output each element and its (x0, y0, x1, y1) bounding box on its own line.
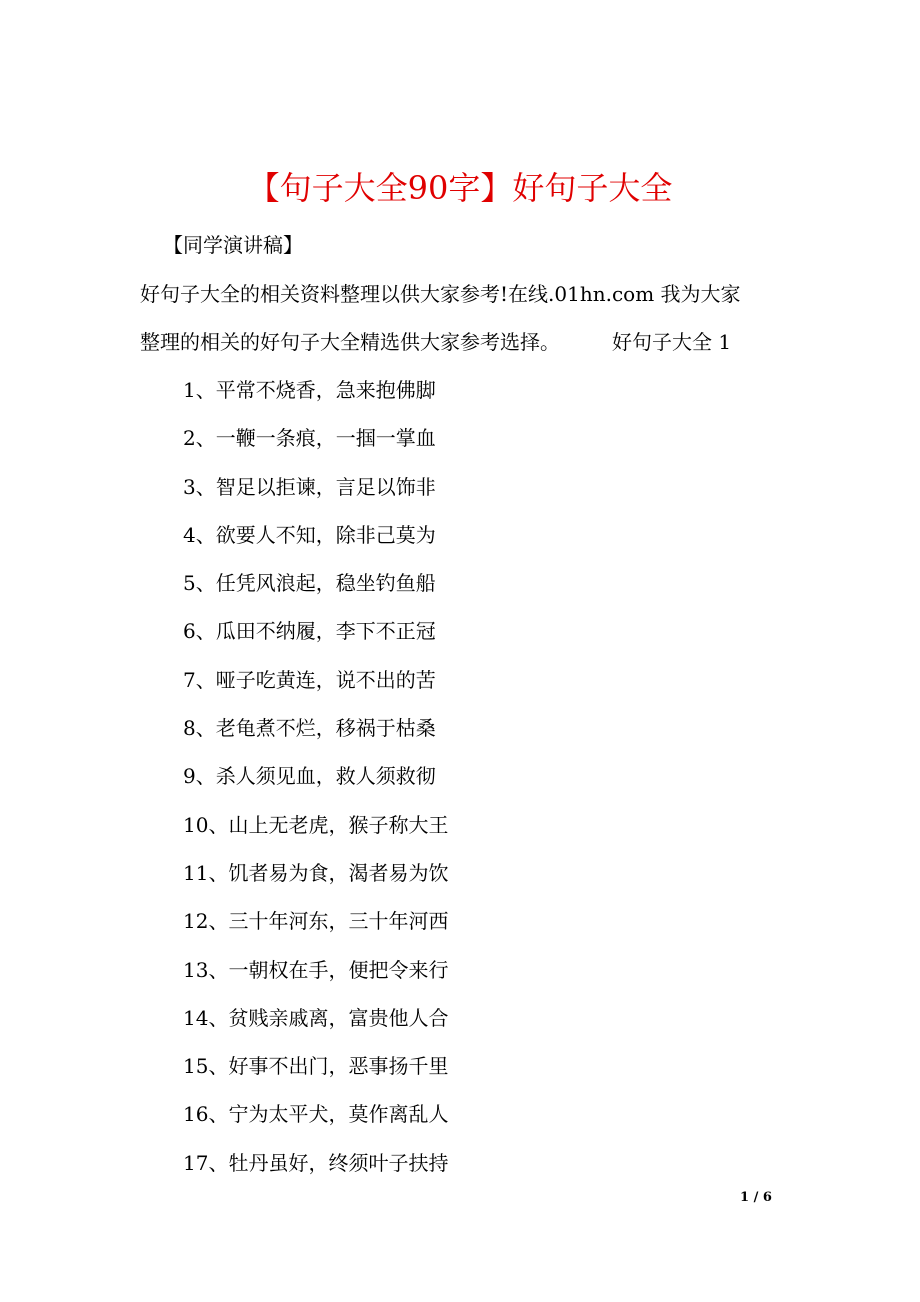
category-label: 【同学演讲稿】 (163, 233, 303, 257)
list-item: 9、杀人须见血，救人须救彻 (183, 764, 436, 789)
list-item: 5、任凭风浪起，稳坐钓鱼船 (183, 571, 436, 596)
section-heading: 好句子大全 1 (612, 330, 732, 354)
document-title: 【句子大全90字】好句子大全 (247, 169, 673, 208)
page-number: 1 / 6 (740, 1190, 772, 1205)
list-item: 3、智足以拒谏，言足以饰非 (183, 474, 436, 499)
list-item: 6、瓜田不纳履，李下不正冠 (183, 619, 436, 644)
list-item: 1、平常不烧香，急来抱佛脚 (183, 378, 436, 402)
sentence-list (183, 378, 448, 1199)
intro-line-2 (140, 330, 731, 354)
list-item: 10、山上无老虎，猴子称大王 (183, 812, 449, 837)
list-item: 4、欲要人不知，除非己莫为 (183, 522, 436, 547)
list-item: 14、贫贱亲戚离，富贵他人合 (183, 1005, 449, 1030)
list-item: 15、好事不出门，恶事扬千里 (183, 1054, 449, 1079)
list-item: 16、宁为太平犬，莫作离乱人 (183, 1102, 449, 1127)
list-item: 13、一朝权在手，便把令来行 (183, 957, 449, 982)
list-item: 12、三十年河东，三十年河西 (183, 909, 449, 934)
list-item: 7、哑子吃黄连，说不出的苦 (183, 667, 436, 692)
list-item: 2、一鞭一条痕，一掴一掌血 (183, 426, 436, 451)
list-item: 11、饥者易为食，渴者易为饮 (183, 860, 449, 885)
list-item: 17、牡丹虽好，终须叶子扶持 (183, 1150, 449, 1175)
intro-line-1: 好句子大全的相关资料整理以供大家参考!在线.01hn.com 我为大家 (140, 282, 741, 306)
list-item: 8、老龟煮不烂，移祸于枯桑 (183, 716, 436, 741)
intro-line-2-text: 整理的相关的好句子大全精选供大家参考选择。 (140, 330, 560, 354)
